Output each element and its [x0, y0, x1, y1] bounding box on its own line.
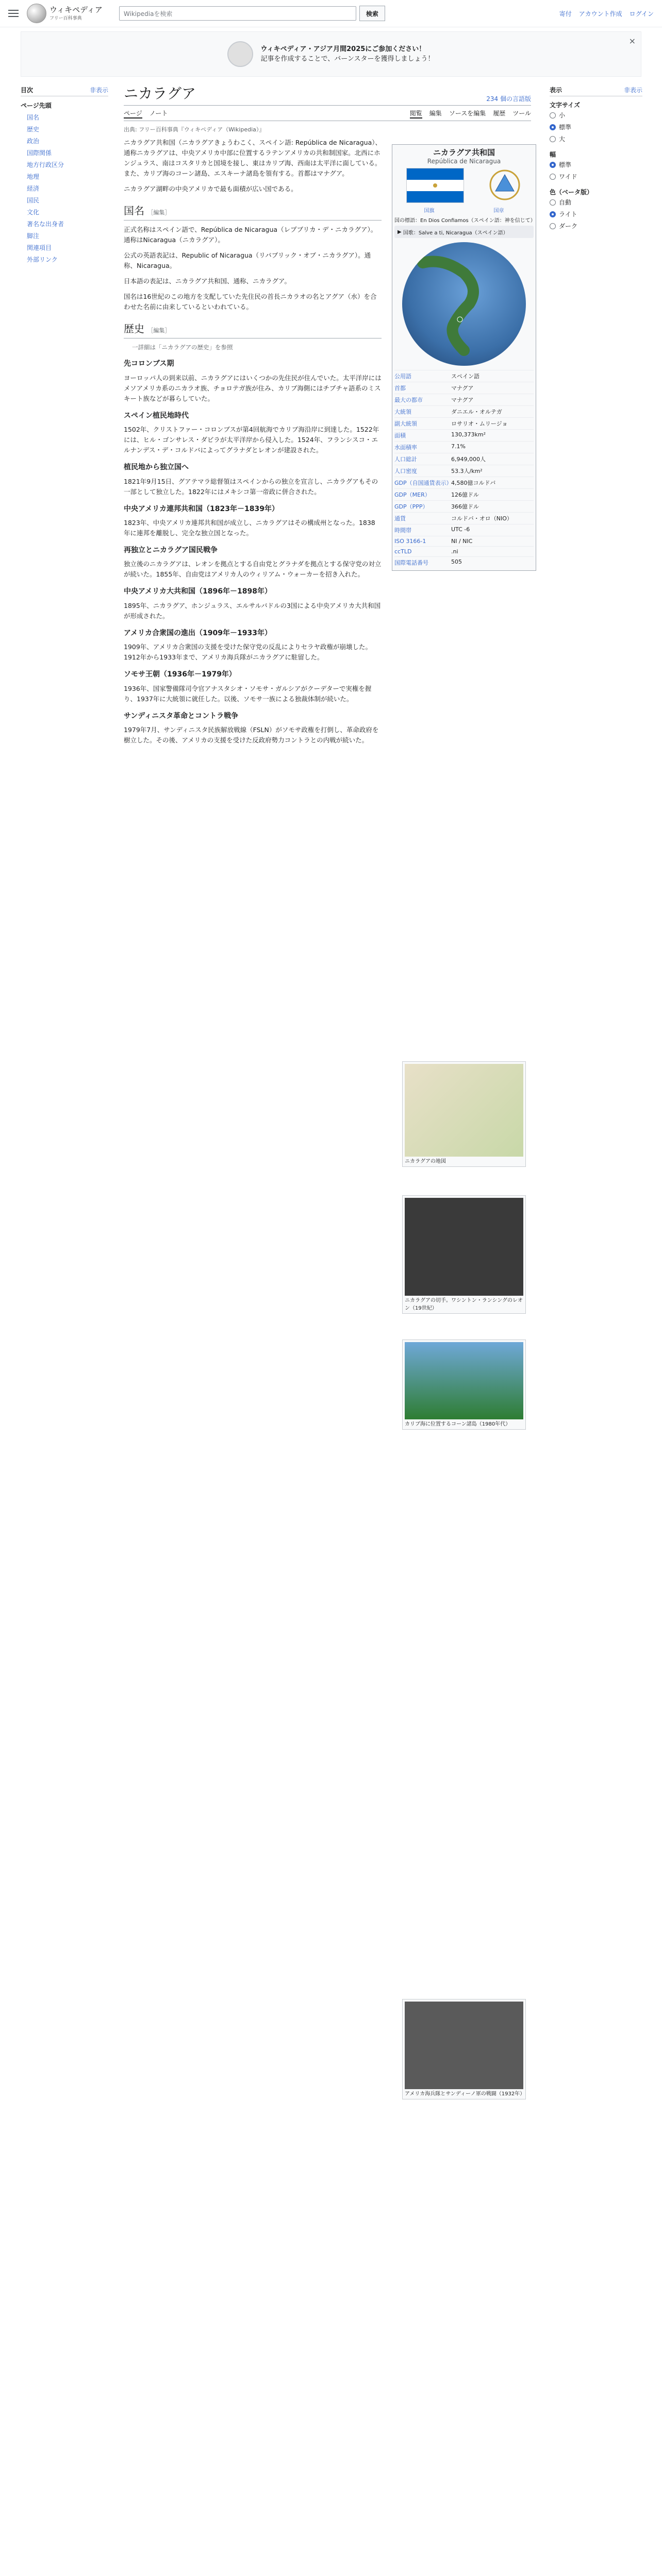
- toc-hide-button[interactable]: 非表示: [89, 87, 108, 94]
- infobox-key[interactable]: ISO 3166-1: [394, 538, 426, 545]
- paragraph: 1502年、クリストファー・コロンブスが第4回航海でカリブ海沿岸に到達した。1522年には、ヒル・ゴンサレス・ダビラが太平洋岸から侵入した。1524年、フランシスコ・エルナンデス・デ・コルドバによってグラナダとレオンが建設された。: [124, 426, 379, 454]
- edit-link[interactable]: ［編集］: [147, 209, 171, 216]
- figure-map[interactable]: [402, 1061, 526, 1167]
- toc-item[interactable]: 文化: [27, 209, 40, 216]
- subsection-heading: 再独立とニカラグア国民戦争: [124, 546, 218, 554]
- figure-caption: カリブ海に位置するコーン諸島（1980年代）: [405, 1421, 511, 1427]
- figure-caption: ニカラグアの切手。ワシントン・ランシングのレオン（19世紀）: [405, 1298, 523, 1311]
- logo-subtitle: フリー百科事典: [49, 15, 82, 21]
- subsection-heading: スペイン植民地時代: [124, 411, 189, 420]
- search-form: [119, 6, 385, 21]
- infobox-title: ニカラグア共和国: [433, 148, 495, 157]
- subsection-heading: サンディニスタ革命とコントラ戦争: [124, 711, 239, 720]
- page-title: ニカラグア: [124, 85, 196, 102]
- toc-item[interactable]: 国際関係: [27, 149, 52, 157]
- infobox-value: ダニエル・オルテガ: [451, 409, 502, 415]
- infobox-subtitle: República de Nicaragua: [427, 158, 501, 165]
- paragraph: 国名は16世紀のこの地方を支配していた先住民の首長ニカラオの名とアグア（水）を合わせた名前に由来しているといわれている。: [124, 293, 377, 311]
- play-icon[interactable]: ▶: [398, 229, 403, 235]
- infobox-key[interactable]: 大統領: [394, 409, 411, 415]
- tab-edit[interactable]: 編集: [429, 110, 442, 117]
- site-logo[interactable]: [27, 4, 103, 23]
- campaign-banner: [21, 31, 641, 77]
- toc-item[interactable]: 外部リンク: [27, 256, 58, 263]
- section-heading-history: 歴史: [124, 323, 144, 335]
- toc-item[interactable]: 関連項目: [27, 244, 52, 251]
- tab-history[interactable]: 履歴: [493, 110, 506, 117]
- paragraph: 日本語の表記は、ニカラグア共和国、通称、ニカラグア。: [124, 277, 291, 285]
- hatnote: 一詳細は「ニカラグアの歴史」を参照: [132, 344, 233, 351]
- infobox-key[interactable]: GDP（MER）: [394, 492, 431, 498]
- nicaragua-flag[interactable]: [406, 168, 464, 203]
- section-heading-name: 国名: [124, 205, 144, 217]
- paragraph: 1821年9月15日、グアテマラ総督領はスペインからの独立を宣言し、ニカラグアもその一部として独立した。1822年にはメキシコ第一帝政に併合された。: [124, 477, 378, 496]
- infobox-key[interactable]: GDP（自国通貨表示）: [394, 480, 452, 486]
- width-wide[interactable]: ワイド: [550, 171, 642, 182]
- infobox-value: マナグア: [451, 397, 474, 403]
- paragraph: 1979年7月、サンディニスタ民族解放戦線（FSLN）がソモサ政権を打倒し、革命政府を樹立した。その後、アメリカの支援を受けた反政府勢力コントラとの内戦が続いた。: [124, 725, 379, 744]
- subsection-heading: 植民地から独立国へ: [124, 463, 189, 472]
- user-links: [559, 9, 654, 18]
- anthem-label: 国歌：Salve a ti, Nicaragua（スペイン語）: [403, 230, 508, 236]
- banner-title: ウィキペディア・アジア月間2025にご参加ください！: [260, 45, 426, 53]
- banner-text: 記事を作成することで、バーンスターを獲得しましょう！: [260, 55, 435, 63]
- intro-paragraph: ニカラグア共和国（ニカラグアきょうわこく、スペイン語: República de Nicaragua）、通称ニカラグアは、中央アメリカ中部に位置するラテンアメリカの共和制国家。北西にホンジュラス、南はコスタリカと国境を接し、東はカリブ海、西南は太平洋に面している。また、カリブ海のコーン諸島、エスキーナ諸島を領有する。首都はマナグア。: [124, 139, 382, 177]
- tab-talk[interactable]: ノート: [149, 110, 168, 117]
- infobox-value: 6,949,000人: [451, 456, 486, 463]
- infobox-key[interactable]: 水面積率: [394, 444, 417, 451]
- tab-page[interactable]: ページ: [124, 109, 142, 118]
- close-icon[interactable]: ×: [628, 36, 636, 46]
- width-standard[interactable]: 標準: [550, 159, 642, 171]
- infobox-key[interactable]: 副大統領: [394, 420, 417, 427]
- logo-title: ウィキペディア: [49, 5, 103, 15]
- subsection-heading: 中央アメリカ大共和国（1896年－1898年）: [124, 587, 272, 596]
- subsection-heading: 先コロンブス期: [124, 360, 174, 368]
- infobox-key[interactable]: 公用語: [394, 373, 411, 380]
- infobox-key[interactable]: 人口密度: [394, 468, 417, 474]
- infobox-value: スペイン語: [451, 373, 479, 380]
- appearance-heading: 表示: [550, 87, 562, 94]
- infobox-value: 366億ドル: [451, 503, 479, 510]
- subsection-heading: ソモサ王朝（1936年－1979年）: [124, 670, 236, 679]
- appearance-panel: [550, 82, 642, 232]
- infobox-key[interactable]: 人口総計: [394, 456, 417, 463]
- asian-month-logo: [227, 41, 253, 67]
- toc-item-top[interactable]: ページ先頭: [21, 102, 52, 109]
- toc-heading: 目次: [21, 87, 34, 94]
- toc-item[interactable]: 歴史: [27, 126, 40, 133]
- subsection-heading: 中央アメリカ連邦共和国（1823年－1839年）: [124, 504, 279, 513]
- stamp-image[interactable]: [405, 1198, 523, 1296]
- coat-caption[interactable]: 国章: [493, 208, 504, 214]
- infobox-key[interactable]: 最大の都市: [394, 397, 423, 403]
- infobox-value: マナグア: [451, 385, 474, 392]
- top-header: [0, 0, 662, 27]
- tab-edit-source[interactable]: ソースを編集: [449, 110, 486, 117]
- paragraph: 1823年、中央アメリカ連邦共和国が成立し、ニカラグアはその構成州となった。1838年に連邦を離脱し、完全な独立国となった。: [124, 518, 375, 537]
- page-tabs: [124, 109, 531, 121]
- infobox-value: NI / NIC: [451, 538, 473, 545]
- toc-item[interactable]: 国名: [27, 114, 40, 121]
- infobox-key[interactable]: 面積: [394, 432, 406, 439]
- coat-of-arms[interactable]: [488, 168, 522, 202]
- article-source: 出典: フリー百科事典『ウィキペディア（Wikipedia）』: [124, 126, 265, 133]
- infobox-key[interactable]: ccTLD: [394, 548, 412, 555]
- table-of-contents: [21, 82, 108, 265]
- text-size-label: 文字サイズ: [550, 101, 581, 109]
- wikipedia-globe-icon: [27, 4, 46, 23]
- login-link[interactable]: ログイン: [629, 10, 654, 18]
- create-account-link[interactable]: アカウント作成: [578, 10, 622, 18]
- main-menu-icon[interactable]: [8, 10, 19, 17]
- anthem-player[interactable]: [394, 226, 534, 238]
- infobox-value: .ni: [451, 548, 458, 555]
- figure-island[interactable]: [402, 1340, 526, 1430]
- figure-stamp[interactable]: [402, 1195, 526, 1314]
- color-label: 色（ベータ版）: [550, 189, 593, 196]
- battle-image[interactable]: [405, 2002, 523, 2089]
- text-size-large[interactable]: 大: [550, 133, 642, 145]
- toc-item[interactable]: 経済: [27, 185, 40, 192]
- toc-item[interactable]: 脚注: [27, 232, 40, 240]
- paragraph: 独立後のニカラグアは、レオンを拠点とする自由党とグラナダを拠点とする保守党の対立が続いた。1855年、自由党はアメリカ人のウィリアム・ウォーカーを招き入れた。: [124, 560, 382, 579]
- infobox: [392, 144, 536, 571]
- infobox-value: 130,373km²: [451, 431, 486, 438]
- infobox-key[interactable]: 首都: [394, 385, 406, 392]
- paragraph: 1895年、ニカラグア、ホンジュラス、エルサルバドルの3国による中央アメリカ大共和国が形成された。: [124, 601, 381, 620]
- intro-paragraph: ニカラグア湖畔の中央アメリカで最も面積が広い国である。: [124, 185, 297, 193]
- infobox-value: 7.1%: [451, 443, 466, 450]
- figure-battle[interactable]: [402, 1999, 526, 2099]
- infobox-key[interactable]: 時間帯: [394, 527, 411, 534]
- figure-caption: アメリカ海兵隊とサンディーノ軍の戦闘（1932年）: [405, 2091, 525, 2097]
- infobox-key[interactable]: 国際電話番号: [394, 560, 428, 566]
- text-size-standard[interactable]: 標準: [550, 121, 642, 133]
- infobox-key[interactable]: GDP（PPP）: [394, 503, 428, 510]
- flag-caption[interactable]: 国旗: [424, 208, 435, 214]
- map-image[interactable]: [405, 1064, 523, 1157]
- color-light[interactable]: ライト: [550, 208, 642, 220]
- toc-item[interactable]: 地方行政区分: [27, 161, 64, 168]
- infobox-key[interactable]: 通貨: [394, 515, 406, 522]
- toc-item[interactable]: 政治: [27, 138, 40, 145]
- infobox-value: UTC -6: [451, 526, 470, 533]
- article-body: [124, 138, 382, 745]
- paragraph: 1909年、アメリカ合衆国の支援を受けた保守党の反乱によりセラヤ政権が崩壊した。1912年から1933年まで、アメリカ海兵隊がニカラグアに駐留した。: [124, 643, 372, 662]
- infobox-value: 505: [451, 558, 462, 565]
- national-motto: 国の標語：En Dios Confiamos（スペイン語：神を信じて）: [394, 218, 536, 224]
- location-map[interactable]: [402, 242, 526, 366]
- infobox-value: 126億ドル: [451, 492, 479, 498]
- paragraph: 1936年、国家警備隊司令官アナスタシオ・ソモサ・ガルシアがクーデターで実権を握り、1937年に大統領に就任した。以後、ソモサ一族による独裁体制が続いた。: [124, 684, 372, 703]
- infobox-value: コルドバ・オロ（NIO）: [451, 515, 512, 522]
- text-size-small[interactable]: 小: [550, 109, 642, 121]
- appearance-hide-button[interactable]: 非表示: [623, 87, 642, 94]
- donate-link[interactable]: 寄付: [559, 10, 572, 18]
- toc-item[interactable]: 著名な出身者: [27, 221, 64, 228]
- edit-link[interactable]: ［編集］: [147, 327, 171, 334]
- language-button[interactable]: 234 個の言語版: [486, 95, 531, 103]
- toc-item[interactable]: 地理: [27, 173, 40, 180]
- infobox-value: ロサリオ・ムリージョ: [451, 420, 508, 427]
- color-dark[interactable]: ダーク: [550, 220, 642, 232]
- infobox-value: 4,580億コルドバ: [451, 480, 496, 486]
- width-label: 幅: [550, 151, 556, 158]
- paragraph: 公式の英語表記は、Republic of Nicaragua（リパブリック・オブ・ニカラグア）。通称、Nicaragua。: [124, 251, 371, 269]
- main-content: [124, 82, 536, 2097]
- search-input[interactable]: Wikipediaを検索: [119, 6, 356, 21]
- subsection-heading: アメリカ合衆国の進出（1909年－1933年）: [124, 629, 272, 637]
- tab-tools[interactable]: ツール: [512, 110, 531, 117]
- search-button[interactable]: 検索: [359, 6, 385, 21]
- tab-read[interactable]: 閲覧: [410, 109, 422, 118]
- figure-caption: ニカラグアの地図: [405, 1159, 446, 1164]
- infobox-value: 53.3人/km²: [451, 468, 483, 474]
- paragraph: ヨーロッパ人の到来以前、ニカラグアにはいくつかの先住民が住んでいた。太平洋岸にはメソアメリカ系のニカラオ族、チョロテガ族が住み、カリブ海側にはチブチャ語系のミスキート族などが暮らしていた。: [124, 374, 382, 402]
- color-auto[interactable]: 自動: [550, 196, 642, 208]
- island-image[interactable]: [405, 1342, 523, 1419]
- toc-item[interactable]: 国民: [27, 197, 40, 204]
- paragraph: 正式名称はスペイン語で、República de Nicaragua（レプブリカ・デ・ニカラグア）。通称はNicaragua（ニカラグア）。: [124, 226, 377, 244]
